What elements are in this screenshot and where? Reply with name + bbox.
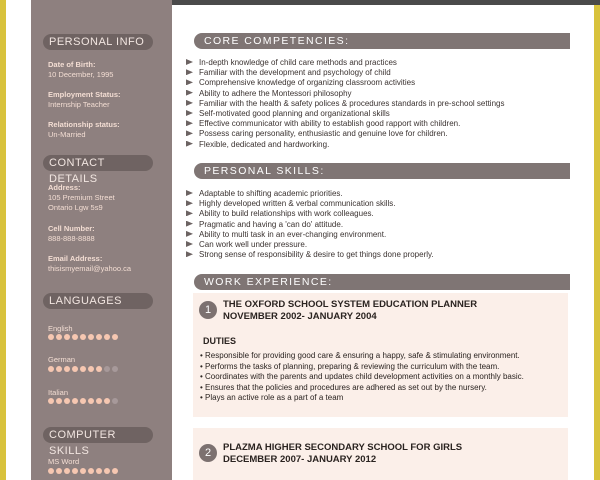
job-period: NOVEMBER 2002- JANUARY 2004	[223, 311, 377, 322]
relationship-value: Un-Married	[48, 130, 86, 139]
contact-heading: CONTACT DETAILS	[43, 155, 153, 171]
job-number-badge: 2	[199, 444, 217, 462]
rating-dot-filled	[48, 366, 54, 372]
list-item-text: Pragmatic and having a 'can do' attitude.	[199, 219, 344, 229]
dob-value: 10 December, 1995	[48, 70, 114, 79]
bullet-arrow-icon	[186, 141, 193, 147]
list-item	[186, 78, 504, 88]
rating-dot-filled	[72, 366, 78, 372]
list-item-text: Ability to multi task in an ever-changing environment.	[199, 229, 387, 239]
bullet-arrow-icon	[186, 79, 193, 85]
list-item	[186, 68, 504, 78]
list-item-text: Flexible, dedicated and hardworking.	[199, 139, 330, 149]
list-item	[186, 129, 504, 139]
core-competencies-heading: CORE COMPETENCIES:	[194, 33, 570, 49]
rating-dot-filled	[72, 334, 78, 340]
rating-dot-filled	[88, 468, 94, 474]
list-item-text: Self-motivated good planning and organizational skills	[199, 109, 390, 119]
bullet-arrow-icon	[186, 221, 193, 227]
list-item-text: Strong sense of responsibility & desire to get things done properly.	[199, 250, 434, 260]
address-line-1: 105 Premium Street	[48, 193, 115, 202]
top-bar	[172, 0, 600, 5]
rating-dot-filled	[72, 468, 78, 474]
list-item-text: Comprehensive knowledge of organizing classroom activities	[199, 78, 416, 88]
language-english-rating	[48, 334, 118, 340]
address-label: Address:	[48, 183, 81, 192]
list-item-text: Effective communicator with ability to establish good rapport with children.	[199, 119, 461, 129]
email-value: thisismyemail@yahoo.ca	[48, 264, 132, 273]
rating-dot-filled	[88, 334, 94, 340]
rating-dot-filled	[64, 334, 70, 340]
personal-skills-list	[186, 189, 434, 260]
rating-dot-filled	[64, 468, 70, 474]
rating-dot-filled	[88, 398, 94, 404]
core-competencies-list	[186, 58, 504, 150]
list-item-text: Can work well under pressure.	[199, 240, 308, 250]
language-german-rating	[48, 366, 118, 372]
job-title: PLAZMA HIGHER SECONDARY SCHOOL FOR GIRLS	[223, 442, 463, 453]
list-item-text: Familiar with the health & safety polices & procedures standards in pre-school settings	[199, 98, 505, 108]
list-item-text: Ability to build relationships with work colleagues.	[199, 209, 374, 219]
rating-dot-filled	[72, 398, 78, 404]
employment-value: Internship Teacher	[48, 100, 110, 109]
list-item	[186, 189, 434, 199]
bullet-arrow-icon	[186, 100, 193, 106]
duty-item: • Coordinates with the parents and updates child development activities on a monthly basic.	[200, 372, 524, 381]
list-item	[186, 140, 504, 150]
list-item	[186, 119, 504, 129]
rating-dot-filled	[104, 398, 110, 404]
work-experience-heading: WORK EXPERIENCE:	[194, 274, 570, 290]
rating-dot-filled	[96, 334, 102, 340]
rating-dot-filled	[56, 398, 62, 404]
job-title: THE OXFORD SCHOOL SYSTEM EDUCATION PLANNER	[223, 299, 478, 310]
personal-skills-heading: PERSONAL SKILLS:	[194, 163, 570, 179]
list-item-text: Highly developed written & verbal communication skills.	[199, 199, 396, 209]
list-item	[186, 240, 434, 250]
duty-item: • Plays an active role as a part of a team	[200, 393, 344, 402]
list-item	[186, 220, 434, 230]
bullet-arrow-icon	[186, 130, 193, 136]
rating-dot-filled	[96, 366, 102, 372]
list-item	[186, 99, 504, 109]
rating-dot-filled	[64, 398, 70, 404]
address-line-2: Ontario Lgw 5s9	[48, 203, 103, 212]
rating-dot-filled	[80, 366, 86, 372]
list-item	[186, 209, 434, 219]
language-english-label: English	[48, 324, 73, 333]
rating-dot-filled	[48, 398, 54, 404]
list-item-text: Adaptable to shifting academic priorities.	[199, 189, 343, 198]
duty-item: • Ensures that the policies and procedures are adhered as set out by the nursery.	[200, 382, 487, 392]
duties-list	[200, 351, 524, 404]
list-item	[186, 199, 434, 209]
job-number-badge: 1	[199, 301, 217, 319]
rating-dot-filled	[96, 468, 102, 474]
language-italian-rating	[48, 398, 118, 404]
rating-dot-filled	[96, 398, 102, 404]
duty-item: • Performs the tasks of planning, preparing & reviewing the curriculum with the team.	[200, 361, 500, 371]
cell-value: 888-888-8888	[48, 234, 95, 243]
rating-dot-filled	[80, 334, 86, 340]
bullet-arrow-icon	[186, 120, 193, 126]
list-item-text: Possess caring personality, enthusiastic and genuine love for children.	[199, 129, 448, 139]
sidebar	[31, 0, 172, 480]
bullet-arrow-icon	[186, 69, 193, 75]
rating-dot-filled	[88, 366, 94, 372]
list-item-text: Ability to adhere the Montessori philosophy	[199, 88, 352, 98]
rating-dot-filled	[56, 334, 62, 340]
duties-label: DUTIES	[203, 336, 237, 346]
bullet-arrow-icon	[186, 59, 193, 65]
rating-dot-filled	[64, 366, 70, 372]
rating-dot-filled	[112, 468, 118, 474]
job-entry-2	[193, 428, 568, 480]
bullet-arrow-icon	[186, 190, 193, 196]
skill-msword-label: MS Word	[48, 457, 80, 466]
list-item	[186, 230, 434, 240]
rating-dot-empty	[112, 398, 118, 404]
list-item-text: In-depth knowledge of child care methods and practices	[199, 58, 397, 67]
list-item-text: Familiar with the development and psychology of child	[199, 68, 391, 78]
rating-dot-empty	[112, 366, 118, 372]
bullet-arrow-icon	[186, 110, 193, 116]
list-item	[186, 250, 434, 260]
bullet-arrow-icon	[186, 210, 193, 216]
list-item	[186, 109, 504, 119]
bullet-arrow-icon	[186, 231, 193, 237]
rating-dot-filled	[56, 468, 62, 474]
employment-label: Employment Status:	[48, 90, 121, 99]
skill-msword-rating	[48, 468, 118, 474]
job-period: DECEMBER 2007- JANUARY 2012	[223, 454, 377, 465]
cell-label: Cell Number:	[48, 224, 95, 233]
email-label: Email Address:	[48, 254, 103, 263]
list-item	[186, 58, 504, 68]
rating-dot-filled	[80, 468, 86, 474]
rating-dot-filled	[104, 468, 110, 474]
rating-dot-filled	[48, 468, 54, 474]
computer-skills-heading: COMPUTER SKILLS	[43, 427, 153, 443]
list-item	[186, 89, 504, 99]
bullet-arrow-icon	[186, 241, 193, 247]
dob-label: Date of Birth:	[48, 60, 96, 69]
bullet-arrow-icon	[186, 90, 193, 96]
bullet-arrow-icon	[186, 251, 193, 257]
duty-item: • Responsible for providing good care & ensuring a happy, safe & stimulating environment.	[200, 351, 520, 360]
rating-dot-filled	[56, 366, 62, 372]
personal-info-heading: PERSONAL INFO	[43, 34, 153, 50]
language-german-label: German	[48, 355, 76, 364]
rating-dot-filled	[80, 398, 86, 404]
rating-dot-filled	[104, 334, 110, 340]
bullet-arrow-icon	[186, 200, 193, 206]
rating-dot-filled	[112, 334, 118, 340]
language-italian-label: Italian	[48, 388, 69, 397]
languages-heading: LANGUAGES	[43, 293, 153, 309]
job-entry-1	[193, 293, 568, 417]
rating-dot-filled	[48, 334, 54, 340]
relationship-label: Relationship status:	[48, 120, 120, 129]
rating-dot-empty	[104, 366, 110, 372]
